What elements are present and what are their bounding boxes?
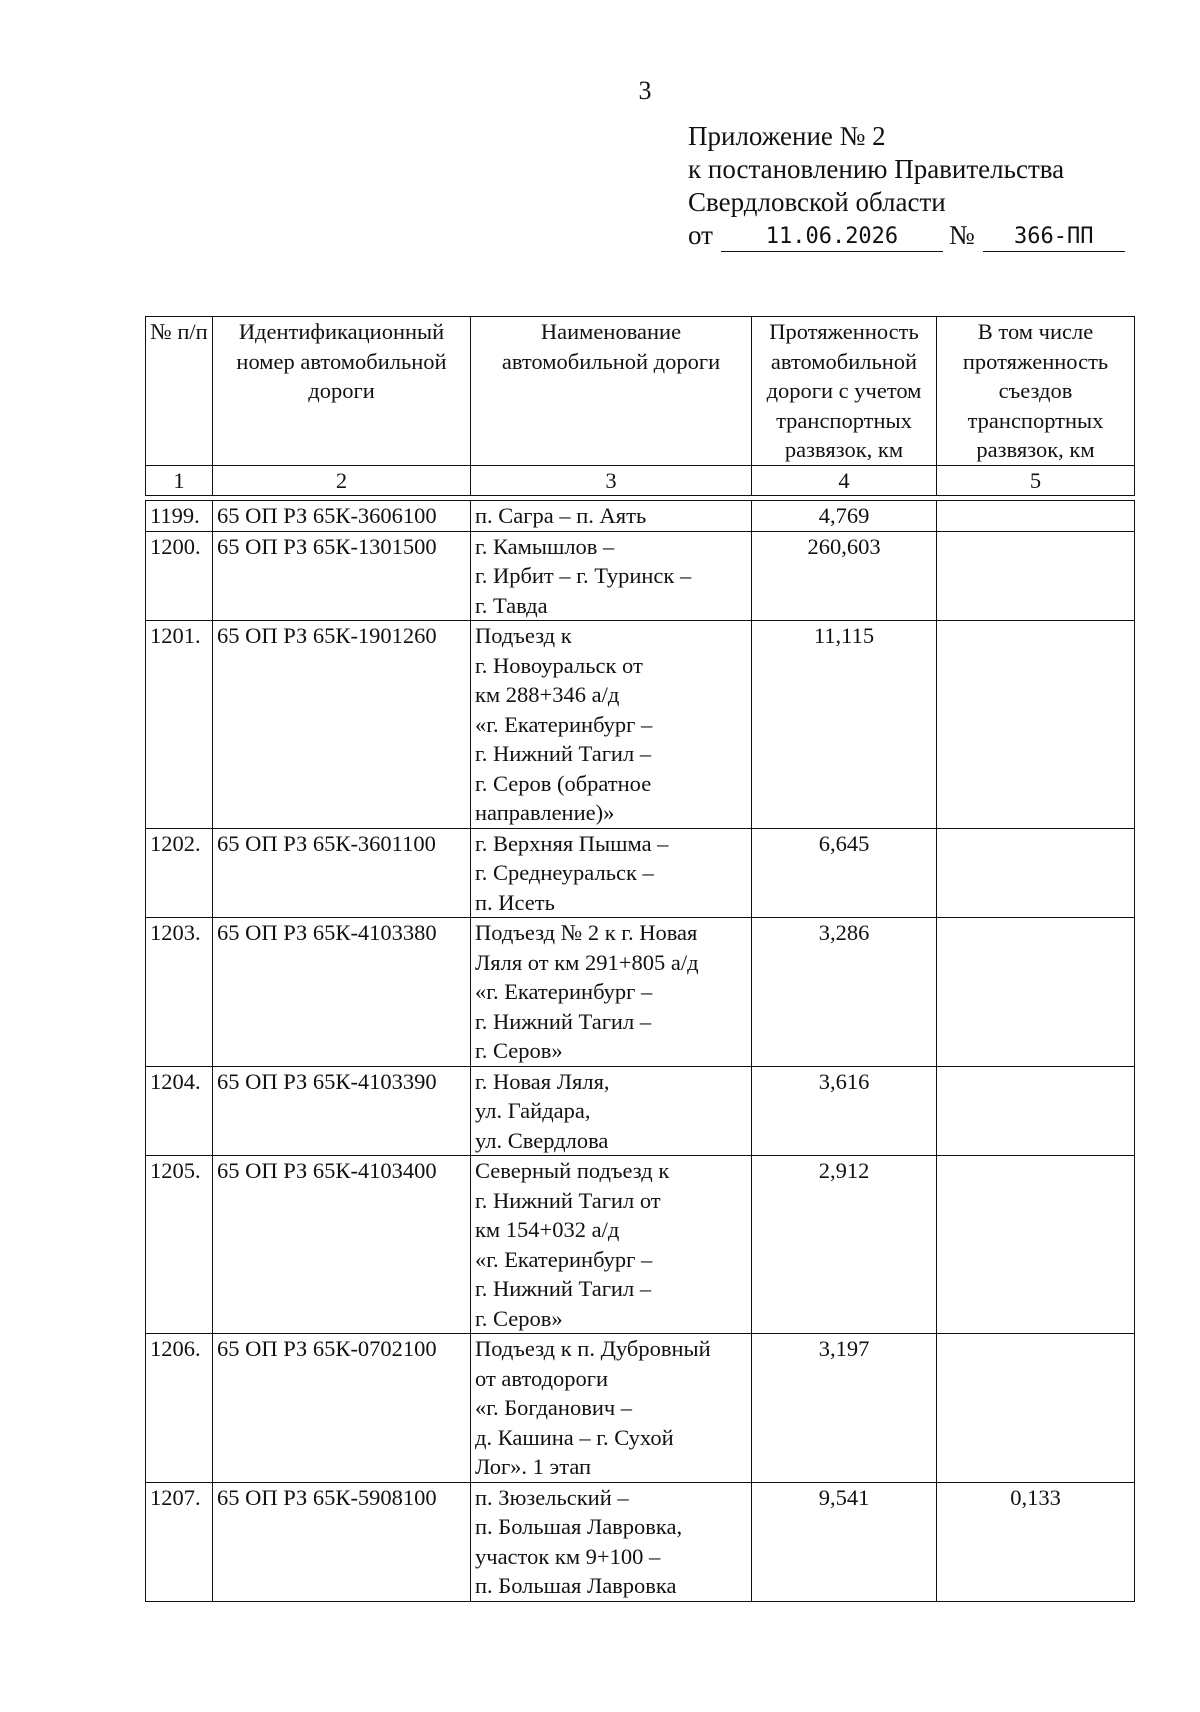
column-number: 2 [213,465,471,496]
row-number: 1201. [146,621,213,829]
row-number: 1207. [146,1482,213,1601]
road-name-line: ул. Гайдара, [475,1098,591,1123]
header-no: № п/п [146,317,213,466]
header-id: Идентификационный номер автомобильной дороги [213,317,471,466]
road-name-line: км 154+032 а/д [475,1217,620,1242]
road-name-line: участок км 9+100 – [475,1543,661,1569]
ramps-length [937,1066,1135,1156]
table-row [146,1066,1135,1156]
table-header-row [146,317,1135,466]
appendix-date-number [688,219,1125,252]
road-name [471,828,752,918]
column-numbers-row [146,465,1135,496]
road-name-line: Лог». 1 этап [475,1454,592,1479]
road-name [471,1156,752,1334]
appendix-block [688,120,1125,252]
road-id: 65 ОП РЗ 65К-3606100 [213,501,471,532]
road-name-line: п. Большая Лавровка, [475,1514,683,1539]
header-name: Наименование автомобильной дороги [471,317,752,466]
road-name-line: «г. Екатеринбург – [475,711,653,737]
table-row [146,501,1135,532]
appendix-line-region: Свердловской области [688,187,946,217]
road-name-line: км 288+346 а/д [475,682,620,707]
road-name-line: Подъезд № 2 к г. Новая [475,920,698,945]
road-name [471,918,752,1067]
road-name-line: г. Новоуральск от [475,652,643,678]
page-number: 3 [638,76,652,105]
road-name [471,1482,752,1601]
road-name-line: п. Исеть [475,889,555,915]
road-name [471,1066,752,1156]
ramps-length: 0,133 [937,1482,1135,1601]
road-name-line: Северный подъезд к [475,1158,670,1183]
roads-table [145,316,1135,1602]
road-name [471,1334,752,1483]
road-name-line: г. Серов (обратное [475,770,652,796]
ramps-length [937,621,1135,829]
road-name-line: «г. Богданович – [475,1395,633,1420]
ramps-length [937,1334,1135,1483]
road-length: 3,616 [752,1066,937,1156]
road-name-line: г. Серов» [475,1305,563,1331]
row-number: 1204. [146,1066,213,1156]
row-number: 1202. [146,828,213,918]
row-number: 1199. [146,501,213,532]
road-name-line: п. Сагра – п. Аять [475,503,647,528]
header-length: Протяженность автомобильной дороги с учетом транспортных развязок, км [752,317,937,466]
appendix-title: Приложение № 2 [688,121,886,151]
road-name-line: г. Новая Ляля, [475,1068,610,1094]
road-name [471,531,752,621]
row-number: 1205. [146,1156,213,1334]
road-name-line: д. Кашина – г. Сухой [475,1424,674,1450]
road-id: 65 ОП РЗ 65К-1901260 [213,621,471,829]
table-row [146,1334,1135,1483]
road-id: 65 ОП РЗ 65К-4103390 [213,1066,471,1156]
ramps-length [937,828,1135,918]
road-name-line: г. Нижний Тагил – [475,1276,652,1301]
column-number: 5 [937,465,1135,496]
table-row [146,1156,1135,1334]
road-id: 65 ОП РЗ 65К-0702100 [213,1334,471,1483]
resolution-number: 366-ПП [983,224,1125,252]
road-name-line: г. Верхняя Пышма – [475,830,669,856]
ramps-length [937,531,1135,621]
road-id: 65 ОП РЗ 65К-1301500 [213,531,471,621]
resolution-date: 11.06.2026 [721,224,943,252]
road-name-line: «г. Екатеринбург – [475,979,653,1004]
road-name-line: г. Нижний Тагил от [475,1187,661,1213]
table-row [146,531,1135,621]
road-name-line: г. Ирбит – г. Туринск – [475,563,692,588]
ramps-length [937,918,1135,1067]
road-name-line: г. Камышлов – [475,533,615,559]
road-name-line: г. Среднеуральск – [475,860,654,885]
road-id: 65 ОП РЗ 65К-4103380 [213,918,471,1067]
road-name [471,501,752,532]
road-length: 4,769 [752,501,937,532]
table-row [146,918,1135,1067]
road-name-line: Подъезд к [475,623,572,648]
road-length: 3,286 [752,918,937,1067]
road-name-line: г. Нижний Тагил – [475,741,652,766]
road-name-line: г. Нижний Тагил – [475,1008,652,1034]
road-name-line: ул. Свердлова [475,1127,609,1153]
row-number: 1206. [146,1334,213,1483]
road-name-line: г. Серов» [475,1038,563,1063]
road-id: 65 ОП РЗ 65К-4103400 [213,1156,471,1334]
row-number: 1203. [146,918,213,1067]
road-name-line: г. Тавда [475,592,548,618]
road-name [471,621,752,829]
road-name-line: от автодороги [475,1365,609,1391]
appendix-line-resolution: к постановлению Правительства [688,154,1065,184]
road-length: 3,197 [752,1334,937,1483]
header-ramps: В том числе протяженность съездов транспортных развязок, км [937,317,1135,466]
column-number: 1 [146,465,213,496]
table-row [146,828,1135,918]
table-row [146,621,1135,829]
date-prefix: от [688,220,713,250]
road-length: 9,541 [752,1482,937,1601]
column-number: 3 [471,465,752,496]
road-name-line: п. Зюзельский – [475,1484,629,1510]
road-id: 65 ОП РЗ 65К-5908100 [213,1482,471,1601]
column-number: 4 [752,465,937,496]
road-name-line: п. Большая Лавровка [475,1573,677,1598]
road-length: 11,115 [752,621,937,829]
road-length: 260,603 [752,531,937,621]
road-name-line: «г. Екатеринбург – [475,1246,653,1272]
ramps-length [937,1156,1135,1334]
row-number: 1200. [146,531,213,621]
road-name-line: направление)» [475,800,615,825]
road-length: 2,912 [752,1156,937,1334]
ramps-length [937,501,1135,532]
table-row [146,1482,1135,1601]
road-name-line: Ляля от км 291+805 а/д [475,949,699,975]
number-prefix: № [948,220,975,250]
road-name-line: Подъезд к п. Дубровный [475,1336,711,1361]
road-length: 6,645 [752,828,937,918]
road-id: 65 ОП РЗ 65К-3601100 [213,828,471,918]
